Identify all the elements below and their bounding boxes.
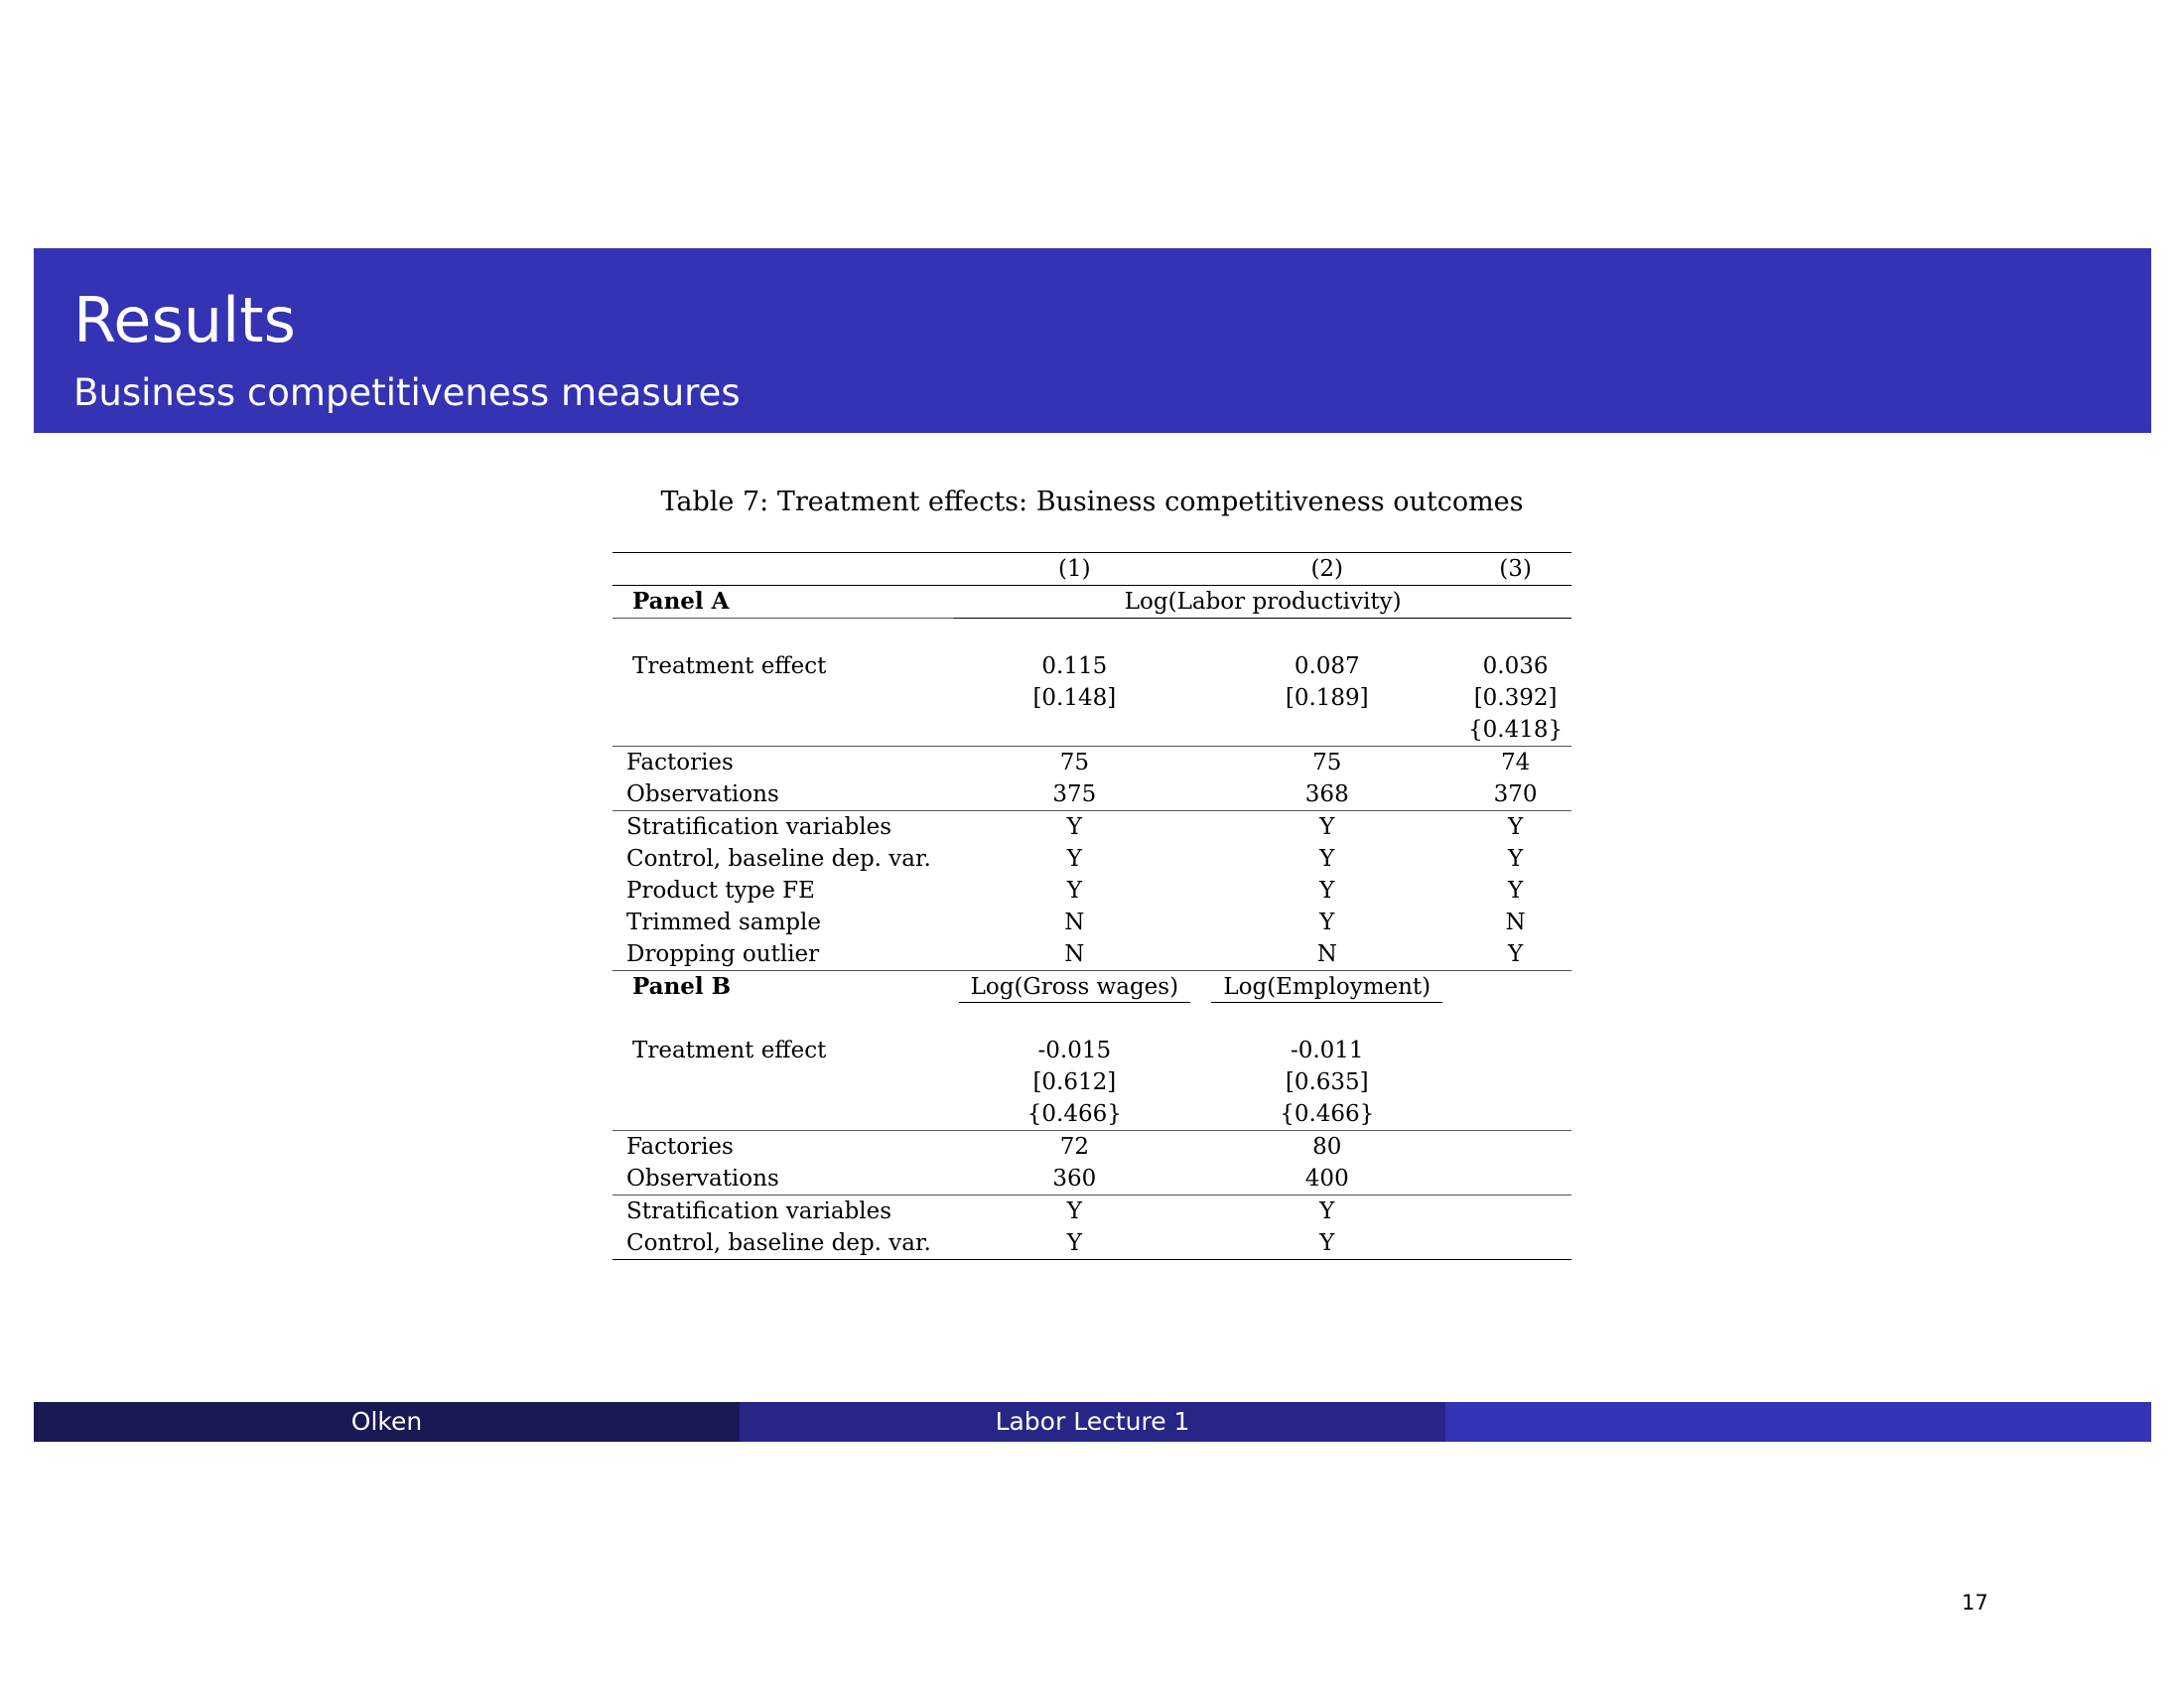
cell: Y <box>954 1196 1194 1228</box>
cell: Y <box>1319 846 1335 872</box>
col-header-3: (3) <box>1459 553 1571 586</box>
slide-footer <box>34 1402 2151 1442</box>
cell: 75 <box>954 747 1194 779</box>
cell: Y <box>1508 846 1524 872</box>
cell: [0.635] <box>1285 1069 1369 1095</box>
table-row <box>613 778 1571 811</box>
cell: 375 <box>1052 781 1097 807</box>
table-row <box>613 1227 1571 1260</box>
cell: [0.392] <box>1473 685 1558 711</box>
cell: {0.466} <box>1280 1101 1375 1127</box>
row-label: Control, baseline dep. var. <box>626 846 931 872</box>
cell: 360 <box>1052 1166 1097 1192</box>
cell: N <box>1316 941 1337 967</box>
row-label: Control, baseline dep. var. <box>613 1227 954 1260</box>
cell: Y <box>1508 878 1524 904</box>
cell: {0.466} <box>1026 1101 1122 1127</box>
panel-b-dep-var-2: Log(Employment) <box>1211 972 1442 1003</box>
row-label: Product type FE <box>626 878 815 904</box>
cell: 0.115 <box>1041 653 1108 679</box>
table-row <box>613 907 1571 938</box>
cell: [0.189] <box>1285 685 1369 711</box>
table-row <box>613 1066 1571 1098</box>
row-label: Trimmed sample <box>626 910 821 935</box>
panel-a-header-row <box>613 586 1571 619</box>
table-row <box>613 938 1571 971</box>
cell: 74 <box>1459 747 1571 779</box>
cell: -0.011 <box>1290 1038 1364 1063</box>
cell: Y <box>1459 811 1571 844</box>
panel-b-dep-var-1: Log(Gross wages) <box>959 972 1190 1003</box>
table-caption: Table 7: Treatment effects: Business competitiveness outcomes <box>660 487 1524 517</box>
row-label: Treatment effect <box>632 653 827 679</box>
footer-author: Olken <box>34 1402 740 1442</box>
cell: Y <box>1066 846 1082 872</box>
cell: N <box>1064 910 1085 935</box>
cell: 72 <box>954 1131 1194 1164</box>
cell: Y <box>1194 1227 1459 1260</box>
cell: {0.418} <box>1468 717 1564 743</box>
col-header-2: (2) <box>1194 553 1459 586</box>
cell: 400 <box>1304 1166 1349 1192</box>
row-label: Observations <box>626 1166 779 1192</box>
table-row <box>613 1196 1571 1228</box>
cell: Y <box>1066 878 1082 904</box>
cell: Y <box>954 1227 1194 1260</box>
row-label: Factories <box>613 1131 954 1164</box>
cell: 368 <box>1304 781 1349 807</box>
cell: Y <box>1508 941 1524 967</box>
cell: 75 <box>1194 747 1459 779</box>
cell <box>954 714 1194 747</box>
table-row <box>613 1131 1571 1164</box>
cell: N <box>1064 941 1085 967</box>
footer-blank <box>1445 1402 2151 1442</box>
slide-title: Results <box>73 284 296 356</box>
row-label: Treatment effect <box>632 1038 827 1063</box>
panel-b-header-row <box>613 971 1571 1004</box>
cell: Y <box>1319 878 1335 904</box>
cell: 370 <box>1493 781 1538 807</box>
panel-b-label: Panel B <box>613 971 954 1004</box>
footer-lecture: Labor Lecture 1 <box>740 1402 1445 1442</box>
table-row <box>613 1035 1571 1066</box>
slide-header <box>34 248 2151 433</box>
column-header-row <box>613 553 1571 586</box>
cell: 80 <box>1194 1131 1459 1164</box>
table-row <box>613 1163 1571 1196</box>
panel-a-dep-var: Log(Labor productivity) <box>954 586 1571 619</box>
cell: 0.036 <box>1482 653 1549 679</box>
table-row <box>613 1098 1571 1131</box>
slide-subtitle: Business competitiveness measures <box>73 371 741 414</box>
table-row <box>613 747 1571 779</box>
table-row <box>613 811 1571 844</box>
table-row <box>613 875 1571 907</box>
table-row <box>613 682 1571 714</box>
table-row <box>613 843 1571 875</box>
table-row <box>613 650 1571 682</box>
cell: Y <box>1194 811 1459 844</box>
cell: Y <box>1194 1196 1459 1228</box>
cell: [0.148] <box>1032 685 1117 711</box>
row-label: Factories <box>613 747 954 779</box>
cell: Y <box>1319 910 1335 935</box>
page-number: 17 <box>1962 1591 1988 1615</box>
panel-a-label: Panel A <box>613 586 954 619</box>
results-table <box>613 552 1571 1260</box>
cell: [0.612] <box>1032 1069 1117 1095</box>
cell: Y <box>954 811 1194 844</box>
cell: 0.087 <box>1294 653 1360 679</box>
row-label: Stratification variables <box>613 811 954 844</box>
cell: -0.015 <box>1037 1038 1112 1063</box>
row-label: Observations <box>626 781 779 807</box>
table-row <box>613 714 1571 747</box>
row-label: Dropping outlier <box>626 941 820 967</box>
col-header-1: (1) <box>954 553 1194 586</box>
cell: N <box>1505 910 1526 935</box>
cell <box>1194 714 1459 747</box>
row-label: Stratification variables <box>613 1196 954 1228</box>
